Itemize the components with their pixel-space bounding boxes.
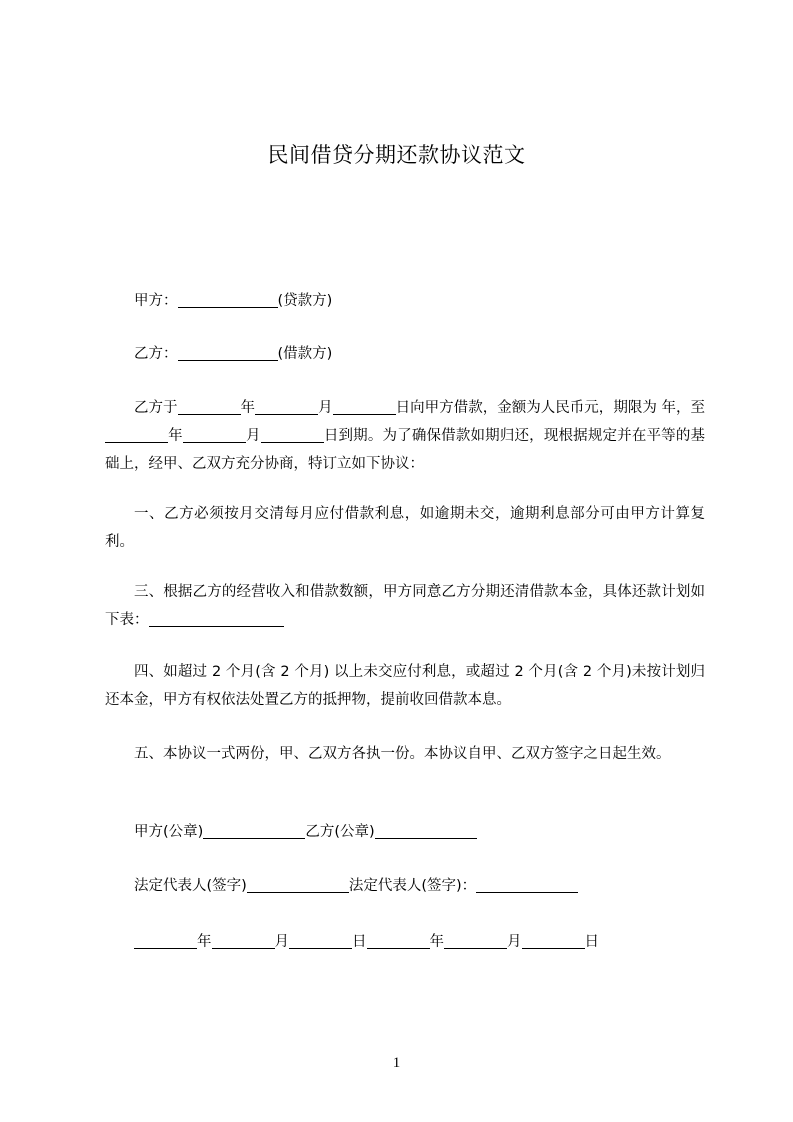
date-b-month: 月 — [507, 934, 522, 950]
date-a-day: 日 — [352, 934, 367, 950]
date-a-month: 月 — [274, 934, 289, 950]
party-b-label: 乙方： — [134, 346, 178, 362]
seal-line — [105, 818, 705, 846]
party-a-label: 甲方： — [134, 293, 178, 309]
date-b-year-blank — [367, 932, 430, 949]
party-b-line — [105, 340, 705, 368]
intro-text-1: 乙方于 — [134, 400, 178, 416]
date-b-year: 年 — [429, 934, 444, 950]
party-a-rep-blank — [247, 876, 349, 893]
date-line — [105, 928, 705, 956]
party-a-seal-blank — [203, 822, 305, 839]
intro-text-2: 日向甲方借款，金额为人民币元，期限为 — [395, 400, 657, 416]
party-b-rep-label: 法定代表人(签字)： — [348, 878, 477, 894]
party-b-seal-blank — [375, 822, 477, 839]
blank — [333, 398, 396, 415]
clause-5: 五、本协议一式两份，甲、乙双方各执一份。本协议自甲、乙双方签字之日起生效。 — [134, 746, 671, 762]
intro-month-1: 月 — [318, 400, 333, 416]
date-a-month-blank — [212, 932, 275, 949]
intro-month-2: 月 — [245, 428, 261, 444]
blank — [178, 398, 241, 415]
clause-3 — [105, 578, 705, 634]
blank — [183, 426, 246, 443]
clause-4: 四、如超过 2 个月(含 2 个月) 以上未交应付利息，或超过 2 个月(含 2 个月)未按计划归还本金，甲方有权依法处置乙方的抵押物，提前收回借款本息。 — [105, 664, 705, 708]
party-b-rep-blank — [476, 876, 578, 893]
party-a-line — [105, 287, 705, 315]
date-b-day-blank — [522, 932, 585, 949]
party-a-rep-label: 法定代表人(签字) — [134, 878, 247, 894]
blank — [255, 398, 318, 415]
page-number: 1 — [392, 1055, 401, 1071]
representative-line — [105, 872, 705, 900]
date-a-year-blank — [134, 932, 197, 949]
document-title: 民间借贷分期还款协议范文 — [267, 143, 526, 167]
date-b-month-blank — [444, 932, 507, 949]
date-a-year: 年 — [197, 934, 212, 950]
date-a-day-blank — [289, 932, 352, 949]
repayment-plan-blank — [149, 610, 284, 627]
blank — [105, 426, 168, 443]
party-b-blank — [178, 344, 278, 361]
intro-text-3: 年，至 — [661, 400, 706, 416]
party-b-seal-label: 乙方(公章) — [305, 824, 375, 840]
intro-year-1: 年 — [240, 400, 256, 416]
clause-1: 一、乙方必须按月交清每月应付借款利息，如逾期未交，逾期利息部分可由甲方计算复利。 — [105, 506, 705, 550]
party-b-role: (借款方) — [277, 346, 333, 362]
party-a-seal-label: 甲方(公章) — [134, 824, 204, 840]
intro-text-4: 日到期。为了确保借款如期归还，现根据规定并在平等的基础上，经甲、乙双方充分协商，特订立如下协议： — [105, 428, 706, 472]
party-a-role: (贷款方) — [277, 293, 333, 309]
blank — [261, 426, 324, 443]
clause-3-text: 三、根据乙方的经营收入和借款数额，甲方同意乙方分期还清借款本金，具体还款计划如下表： — [105, 584, 705, 628]
date-b-day: 日 — [584, 934, 599, 950]
intro-paragraph — [105, 394, 705, 478]
intro-year-2: 年 — [168, 428, 183, 444]
party-a-blank — [178, 291, 278, 308]
